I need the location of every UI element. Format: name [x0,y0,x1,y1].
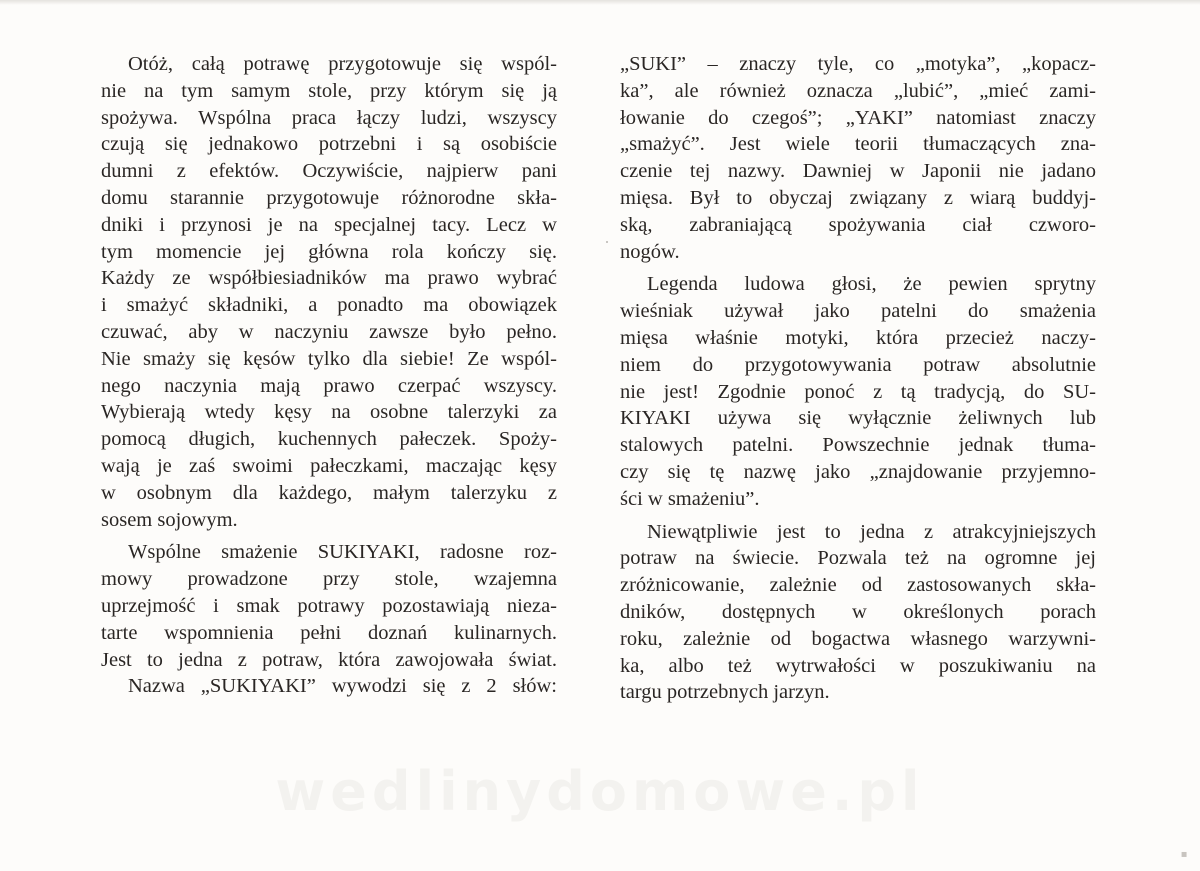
text-line: Nie smaży się kęsów tylko dla siebie! Ze wspól- [101,347,557,370]
text-line: Jest to jedna z potraw, która zawojowała świat. [101,648,557,671]
text-line: mięsa właśnie motyki, która przecież naczy- [620,326,1096,349]
paragraph [101,539,557,673]
text-line: uprzejmość i smak potrawy pozostawiają nieza- [101,594,557,617]
scan-corner-icon: ▪ [1180,849,1188,860]
text-line: nie na tym samym stole, przy którym się ją [101,79,557,102]
text-line: targu potrzebnych jarzyn. [620,681,830,704]
scan-edge-shadow [0,0,1200,5]
text-line: Legenda ludowa głosi, że pewien sprytny [647,273,1096,296]
text-line: ści w smażeniu”. [620,487,760,510]
text-line: nie jest! Zgodnie ponoć z tą tradycją, do SU- [620,380,1096,403]
text-line: Wybierają wtedy kęsy na osobne talerzyki za [101,401,557,424]
text-line: tarte wspomnienia pełni doznań kulinarnych. [101,621,557,644]
left-text-column [101,51,557,700]
text-line: dniki i przynosi je na specjalnej tacy. Lecz w [101,213,557,236]
text-line: czenie tej nazwy. Dawniej w Japonii nie jadano [620,160,1096,183]
text-line: ską, zabraniającą spożywania ciał czworo- [620,213,1096,236]
text-line: roku, zależnie od bogactwa własnego warzywni- [620,627,1096,650]
text-line: wieśniak używał jako patelni do smażenia [620,300,1096,323]
text-line: nogów. [620,240,680,263]
paragraph [620,271,1096,512]
text-line: spożywa. Wspólna praca łączy ludzi, wszyscy [101,106,557,129]
text-line: niem do przygotowywania potraw absolutnie [620,353,1096,376]
text-line: pomocą długich, kuchennych pałeczek. Spoży- [101,428,557,451]
text-line: sosem sojowym. [101,508,238,531]
text-line: „smażyć”. Jest wiele teorii tłumaczących zna- [620,133,1096,156]
paragraph [101,673,557,700]
text-line: Niewątpliwie jest to jedna z atrakcyjniejszych [647,520,1096,543]
text-line: dumni z efektów. Oczywiście, najpierw pani [101,160,557,183]
text-line: ka”, ale również oznacza „lubić”, „mieć zami- [620,79,1096,102]
watermark: wedlinydomowe.pl [275,760,925,823]
text-line: i smażyć składniki, a ponadto ma obowiązek [101,294,557,317]
text-line: czują się jednakowo potrzebni i są osobiście [101,133,557,156]
text-line: dników, dostępnych w określonych porach [620,600,1096,623]
text-line: nego naczynia mają prawo czerpać wszyscy. [101,374,557,397]
text-line: „SUKI” – znaczy tyle, co „motyka”, „kopacz- [620,53,1096,75]
text-line: czuwać, aby w naczyniu zawsze było pełno. [101,320,557,343]
text-line: Wspólne smażenie SUKIYAKI, radosne roz- [128,541,557,564]
right-text-column [620,51,1096,706]
text-line: tym momencie jej główna rola kończy się. [101,240,557,263]
text-line: zróżnicowanie, zależnie od zastosowanych skła- [620,574,1096,597]
text-line: Otóż, całą potrawę przygotowuje się wspól- [128,53,557,75]
text-line: wają je zaś swoimi pałeczkami, maczając kęsy [101,454,557,477]
text-line: łowanie do czegoś”; „YAKI” natomiast znaczy [620,106,1096,129]
paragraph [101,51,557,533]
gutter-speck [606,241,608,243]
text-line: w osobnym dla każdego, małym talerzyku z [101,481,557,504]
text-line: domu starannie przygotowuje różnorodne skła- [101,186,557,209]
text-line: ka, albo też wytrwałości w poszukiwaniu na [620,654,1096,677]
text-line: potraw na świecie. Pozwala też na ogromne jej [620,547,1096,570]
text-line: stalowych patelni. Powszechnie jednak tłuma- [620,434,1096,457]
text-line: mowy prowadzone przy stole, wzajemna [101,568,557,591]
text-line: czy się tę nazwę jako „znajdowanie przyjemno- [620,460,1096,483]
text-line: Każdy ze współbiesiadników ma prawo wybrać [101,267,557,290]
text-line: mięsa. Był to obyczaj związany z wiarą buddyj- [620,186,1096,209]
text-line: Nazwa „SUKIYAKI” wywodzi się z 2 słów: [128,675,557,698]
paragraph [620,51,1096,265]
paragraph [620,519,1096,707]
text-line: KIYAKI używa się wyłącznie żeliwnych lub [620,407,1096,430]
